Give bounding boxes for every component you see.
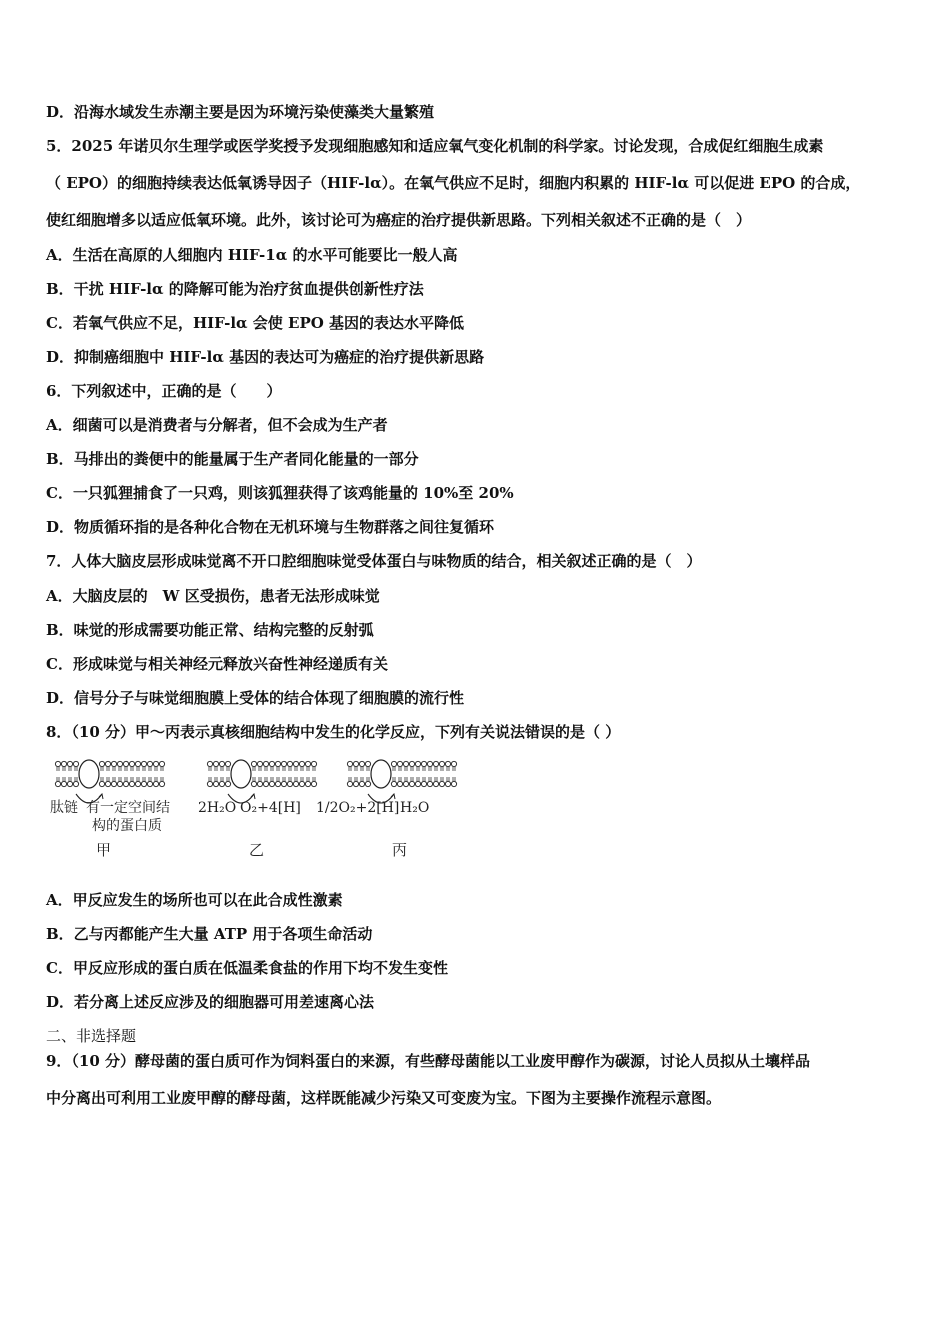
- jia-label: 甲: [96, 841, 112, 859]
- jia-product-line1: 有一定空间结: [86, 800, 170, 816]
- line-4: A．生活在高原的人细胞内 HIF-1α 的水平可能要比一般人高: [46, 246, 458, 264]
- line-0: D．沿海水域发生赤潮主要是因为环境污染使藻类大量繁殖: [46, 103, 435, 121]
- reaction-diagram: [46, 758, 476, 868]
- line-12: D．物质循环指的是各种化合物在无机环境与生物群落之间往复循环: [46, 518, 495, 536]
- bing-product: H₂O: [400, 800, 430, 816]
- line-17: D．信号分子与味觉细胞膜上受体的结合体现了细胞膜的流行性: [46, 689, 465, 707]
- yi-product: O₂+4[H]: [240, 800, 301, 816]
- membrane-yi: [207, 760, 316, 803]
- line-10: B．马排出的粪便中的能量属于生产者同化能量的一部分: [46, 450, 419, 468]
- line-21: C．甲反应形成的蛋白质在低温柔食盐的作用下均不发生变性: [46, 959, 448, 977]
- line-8: 6．下列叙述中，正确的是（ ）: [46, 382, 282, 400]
- bing-reactant: 1/2O₂+2[H]: [316, 800, 400, 816]
- yi-label: 乙: [249, 841, 265, 859]
- line-22: D．若分离上述反应涉及的细胞器可用差速离心法: [46, 993, 375, 1011]
- line-3: 使红细胞增多以适应低氧环境。此外，该讨论可为癌症的治疗提供新思路。下列相关叙述不正确的是（ ）: [46, 211, 752, 229]
- line-19: A．甲反应发生的场所也可以在此合成性激素: [46, 891, 343, 909]
- line-9: A．细菌可以是消费者与分解者，但不会成为生产者: [46, 416, 388, 434]
- section-heading: 二、非选择题: [46, 1027, 137, 1045]
- line-7: D．抑制癌细胞中 HIF-lα 基因的表达可为癌症的治疗提供新思路: [46, 348, 485, 366]
- line-15: B．味觉的形成需要功能正常、结构完整的反射弧: [46, 621, 374, 639]
- line-2: （ EPO）的细胞持续表达低氧诱导因子（HIF-lα）。在氧气供应不足时，细胞内积累的 HIF-lα 可以促进 EPO 的合成，: [46, 174, 861, 192]
- yi-reactant: 2H₂O: [198, 800, 237, 816]
- membrane-bing: [347, 760, 456, 803]
- line-24: 9．（10 分）酵母菌的蛋白质可作为饲料蛋白的来源，有些酵母菌能以工业废甲醇作为碳源，讨论人员拟从土壤样品: [46, 1052, 811, 1070]
- bing-label: 丙: [392, 841, 408, 859]
- line-18: 8．（10 分）甲～丙表示真核细胞结构中发生的化学反应，下列有关说法错误的是（ ）: [46, 723, 621, 741]
- line-20: B．乙与丙都能产生大量 ATP 用于各项生命活动: [46, 925, 373, 943]
- line-1: 5．2025 年诺贝尔生理学或医学奖授予发现细胞感知和适应氧气变化机制的科学家。讨论发现，合成促红细胞生成素: [46, 137, 824, 155]
- membrane-jia: [55, 760, 164, 803]
- line-14: A．大脑皮层的 W 区受损伤，患者无法形成味觉: [46, 587, 380, 605]
- line-16: C．形成味觉与相关神经元释放兴奋性神经递质有关: [46, 655, 388, 673]
- line-13: 7．人体大脑皮层形成味觉离不开口腔细胞味觉受体蛋白与味物质的结合，相关叙述正确的是（ ）: [46, 552, 702, 570]
- jia-reactant: 肽链: [50, 800, 78, 816]
- line-5: B．干扰 HIF-lα 的降解可能为治疗贫血提供创新性疗法: [46, 280, 424, 298]
- line-11: C．一只狐狸捕食了一只鸡，则该狐狸获得了该鸡能量的 10%至 20%: [46, 484, 514, 502]
- jia-product-line2: 构的蛋白质: [92, 818, 162, 834]
- line-25: 中分离出可利用工业废甲醇的酵母菌，这样既能减少污染又可变废为宝。下图为主要操作流程示意图。: [46, 1089, 722, 1107]
- line-6: C．若氧气供应不足，HIF-lα 会使 EPO 基因的表达水平降低: [46, 314, 465, 332]
